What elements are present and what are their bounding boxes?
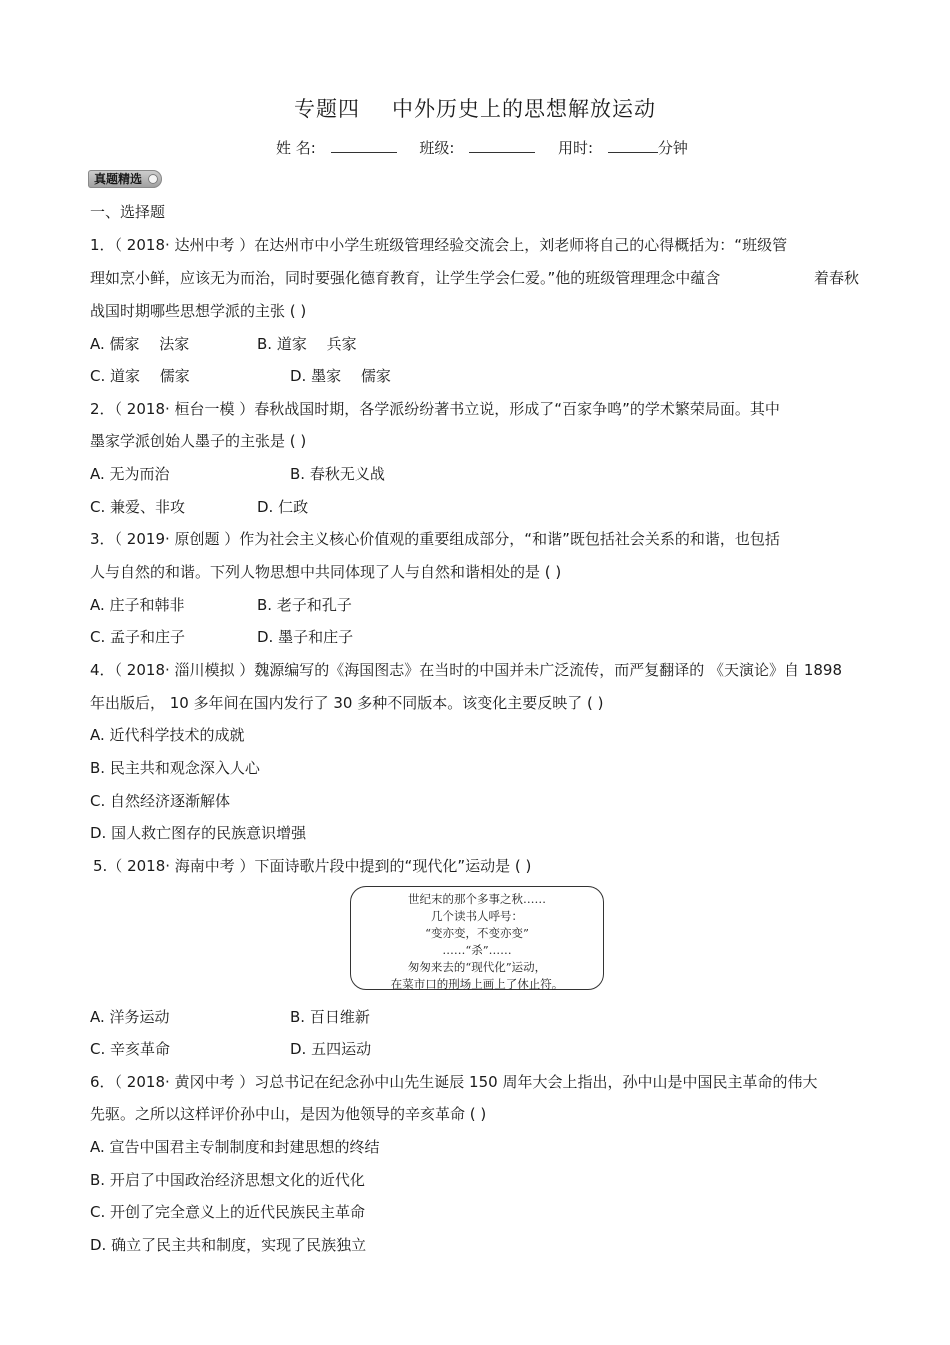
section-badge-label: 真题精选 bbox=[94, 172, 143, 186]
option-c[interactable]: C. 自然经济逐渐解体 bbox=[90, 792, 231, 810]
option-b[interactable]: B. 开启了中国政治经济思想文化的近代化 bbox=[90, 1171, 365, 1189]
option-c[interactable]: C. 兼爱、非攻 bbox=[90, 498, 186, 516]
question-text: 着春秋 bbox=[814, 269, 860, 287]
title-subject: 中外历史上的思想解放运动 bbox=[392, 97, 656, 121]
option-d[interactable]: D. 墨家 儒家 bbox=[290, 367, 391, 385]
poem-line: ……“杀”…… bbox=[442, 943, 512, 957]
option-d[interactable]: D. 仁政 bbox=[257, 498, 309, 516]
option-a[interactable]: A. 无为而治 bbox=[90, 465, 170, 483]
option-b[interactable]: B. 道家 兵家 bbox=[257, 335, 357, 353]
question-text: 4．（ 2018· 淄川模拟 ）魏源编写的《海国图志》在当时的中国并未广泛流传，而严复翻译的 《天演论》自 1898 bbox=[90, 661, 843, 679]
question-text: 人与自然的和谐。下列人物思想中共同体现了人与自然和谐相处的是 ( ) bbox=[90, 563, 562, 581]
option-c[interactable]: C. 孟子和庄子 bbox=[90, 628, 186, 646]
question-text: 1．（ 2018· 达州中考 ）在达州市中小学生班级管理经验交流会上，刘老师将自己的心得概括为：“班级管 bbox=[90, 236, 788, 254]
class-label: 班级: bbox=[419, 139, 455, 157]
page-title bbox=[0, 93, 950, 123]
option-d[interactable]: D. 国人救亡图存的民族意识增强 bbox=[90, 824, 307, 842]
question-text: 墨家学派创始人墨子的主张是 ( ) bbox=[90, 432, 307, 450]
option-a[interactable]: A. 近代科学技术的成就 bbox=[90, 726, 245, 744]
question-text: 2．（ 2018· 桓台一模 ）春秋战国时期，各学派纷纷著书立说，形成了“百家争鸣”的学术繁荣局面。其中 bbox=[90, 400, 780, 418]
question-text: 年出版后， 10 多年间在国内发行了 30 多种不同版本。该变化主要反映了 ( ) bbox=[90, 694, 604, 712]
question-text: 先驱。之所以这样评价孙中山，是因为他领导的辛亥革命 ( ) bbox=[90, 1105, 487, 1123]
option-d[interactable]: D. 墨子和庄子 bbox=[257, 628, 354, 646]
name-blank[interactable] bbox=[331, 138, 397, 153]
badge-dot-icon bbox=[148, 174, 158, 184]
option-b[interactable]: B. 百日维新 bbox=[290, 1008, 370, 1026]
question-text: 战国时期哪些思想学派的主张 ( ) bbox=[90, 302, 307, 320]
section-title: 一、选择题 bbox=[90, 203, 166, 221]
option-b[interactable]: B. 老子和孔子 bbox=[257, 596, 352, 614]
class-blank[interactable] bbox=[469, 138, 535, 153]
option-b[interactable]: B. 民主共和观念深入人心 bbox=[90, 759, 260, 777]
option-b[interactable]: B. 春秋无义战 bbox=[290, 465, 385, 483]
question-text: 5.（ 2018· 海南中考 ）下面诗歌片段中提到的“现代化”运动是 ( ) bbox=[93, 857, 532, 875]
question-text: 6．（ 2018· 黄冈中考 ）习总书记在纪念孙中山先生诞辰 150 周年大会上指出，孙中山是中国民主革命的伟大 bbox=[90, 1073, 818, 1091]
poem-line: “变亦变，不变亦变” bbox=[425, 926, 529, 940]
poem-line: 几个读书人呼号： bbox=[431, 909, 523, 923]
student-info-line bbox=[276, 137, 688, 158]
question-text: 3．（ 2019· 原创题 ）作为社会主义核心价值观的重要组成部分，“和谐”既包括社会关系的和谐，也包括 bbox=[90, 530, 780, 548]
section-badge bbox=[88, 170, 162, 188]
option-c[interactable]: C. 开创了完全意义上的近代民族民主革命 bbox=[90, 1203, 366, 1221]
name-label: 姓 名: bbox=[276, 139, 316, 157]
question-text: 理如烹小鲜，应该无为而治，同时要强化德育教育，让学生学会仁爱。”他的班级管理理念中蕴含 bbox=[90, 269, 721, 287]
option-a[interactable]: A. 儒家 法家 bbox=[90, 335, 190, 353]
option-a[interactable]: A. 庄子和韩非 bbox=[90, 596, 185, 614]
option-d[interactable]: D. 确立了民主共和制度，实现了民族独立 bbox=[90, 1236, 367, 1254]
option-c[interactable]: C. 道家 儒家 bbox=[90, 367, 190, 385]
time-label: 用时: bbox=[558, 139, 594, 157]
option-c[interactable]: C. 辛亥革命 bbox=[90, 1040, 171, 1058]
time-unit: 分钟 bbox=[657, 139, 688, 157]
poem-box bbox=[350, 886, 604, 990]
option-a[interactable]: A. 洋务运动 bbox=[90, 1008, 170, 1026]
option-a[interactable]: A. 宣告中国君主专制制度和封建思想的终结 bbox=[90, 1138, 380, 1156]
poem-line: 在菜市口的刑场上画上了休止符。 bbox=[390, 977, 564, 991]
poem-line: 世纪末的那个多事之秋…… bbox=[408, 892, 546, 906]
time-blank[interactable] bbox=[608, 138, 658, 153]
title-topic: 专题四 bbox=[294, 97, 360, 121]
option-d[interactable]: D. 五四运动 bbox=[290, 1040, 372, 1058]
poem-line: 匆匆来去的“现代化”运动， bbox=[407, 960, 547, 974]
